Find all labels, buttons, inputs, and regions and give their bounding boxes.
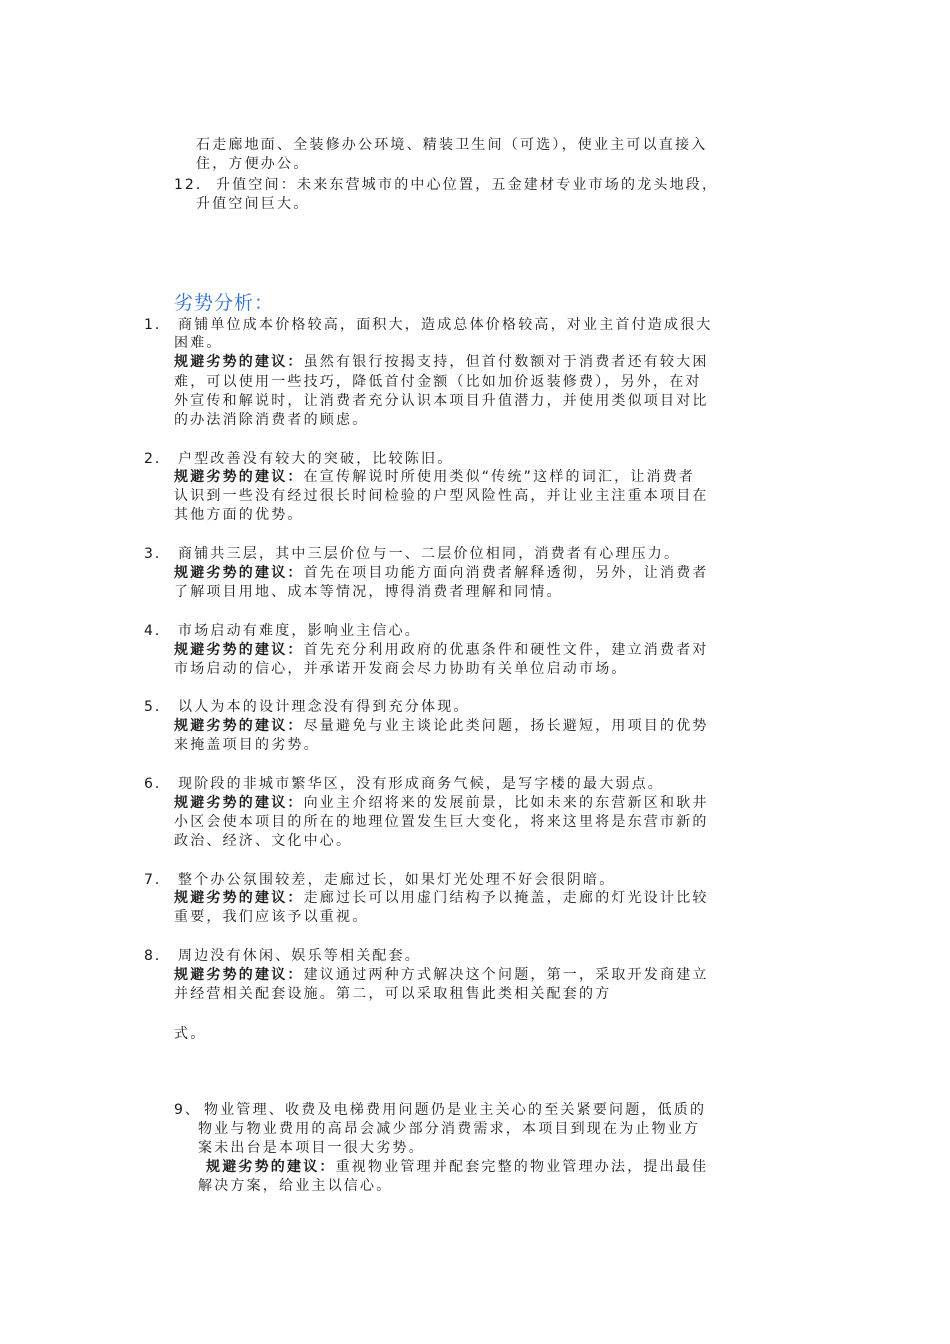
item-8-number: 8．	[144, 948, 171, 964]
item-12-line-2: 升值空间巨大。	[196, 196, 310, 212]
intro-line-1: 石走廊地面、全装修办公环境、精装卫生间（可选），使业主可以直接入	[196, 137, 708, 153]
item-8-advice-line-1	[174, 966, 709, 984]
item-5-advice-line-2: 来掩盖项目的劣势。	[174, 737, 320, 753]
disadvantage-heading: 劣势分析：	[174, 292, 275, 314]
item-7-number: 7．	[144, 872, 171, 888]
item-6-advice-text: 向业主介绍将来的发展前景，比如未来的东营新区和耿井	[303, 795, 709, 811]
item-1-advice-line-2: 难，可以使用一些技巧，降低首付金额（比如加价返装修费），另外，在对	[174, 374, 702, 390]
item-9-problem-line-1: 物业管理、收费及电梯费用问题仍是业主关心的至关紧要问题，低质的	[204, 1102, 707, 1118]
item-9-number: 9、	[174, 1102, 201, 1118]
item-3-advice-line-2: 了解项目用地、成本等情况，博得消费者理解和同情。	[174, 584, 563, 600]
advice-label: 规避劣势的建议：	[174, 354, 304, 370]
item-6-number: 6．	[144, 776, 171, 792]
item-1-problem-line-1: 商铺单位成本价格较高，面积大，造成总体价格较高，对业主首付造成很大	[178, 317, 713, 333]
item-1-advice-text: 虽然有银行按揭支持，但首付数额对于消费者还有较大困	[303, 354, 709, 370]
item-9-advice-line-2: 解决方案，给业主以信心。	[198, 1178, 393, 1194]
advice-label: 规避劣势的建议：	[174, 890, 304, 906]
item-6-advice-line-1	[174, 794, 709, 812]
item-5-advice-text: 尽量避免与业主谈论此类问题，扬长避短，用项目的优势	[303, 718, 709, 734]
item-9-advice-line-1	[206, 1158, 708, 1176]
item-6-advice-line-2: 小区会使本项目的所在的地理位置发生巨大变化，将来这里将是东营市新的	[174, 814, 709, 830]
item-6-problem-line-1: 现阶段的非城市繁华区，没有形成商务气候，是写字楼的最大弱点。	[178, 776, 664, 792]
item-3-advice-line-1	[174, 564, 709, 582]
item-4-advice-line-1	[174, 641, 709, 659]
item-9-advice-text: 重视物业管理并配套完整的物业管理办法，提出最佳	[335, 1159, 709, 1175]
item-5-problem-line-1: 以人为本的设计理念没有得到充分体现。	[178, 699, 470, 715]
item-4-problem-line-1: 市场启动有难度，影响业主信心。	[178, 623, 421, 639]
item-1-problem-line-2: 困难。	[174, 335, 223, 351]
item-1-advice-line-3: 外宣传和解说时，让消费者充分认识本项目升值潜力，并使用类似项目对比	[174, 393, 709, 409]
item-7-advice-line-1	[174, 889, 709, 907]
advice-label: 规避劣势的建议：	[174, 718, 304, 734]
item-2-number: 2．	[144, 451, 171, 467]
item-7-advice-line-2: 重要，我们应该予以重视。	[174, 909, 369, 925]
item-2-advice-line-2: 认识到一些没有经过很长时间检验的户型风险性高，并让业主注重本项目在	[174, 488, 709, 504]
item-1-advice-line-4: 的办法消除消费者的顾虑。	[174, 412, 369, 428]
item-2-problem-line-1: 户型改善没有较大的突破，比较陈旧。	[178, 451, 454, 467]
item-5-advice-line-1	[174, 717, 709, 735]
advice-label: 规避劣势的建议：	[174, 469, 304, 485]
advice-label: 规避劣势的建议：	[174, 967, 304, 983]
item-9-problem-line-2: 物业与物业费用的高昂会减少部分消费需求，本项目到现在为止物业方	[198, 1121, 701, 1137]
item-8-advice-text: 建议通过两种方式解决这个问题，第一，采取开发商建立	[303, 967, 709, 983]
item-7-advice-text: 走廊过长可以用虚门结构予以掩盖，走廊的灯光设计比较	[303, 890, 709, 906]
advice-label: 规避劣势的建议：	[174, 565, 304, 581]
item-12-line-1: 升值空间：未来东营城市的中心位置，五金建材专业市场的龙头地段，	[216, 177, 719, 193]
item-2-advice-line-1	[174, 468, 695, 486]
advice-label: 规避劣势的建议：	[206, 1159, 336, 1175]
item-2-advice-line-3: 其他方面的优势。	[174, 507, 304, 523]
item-6-advice-line-3: 政治、经济、文化中心。	[174, 833, 353, 849]
item-2-advice-text: 在宣传解说时所使用类似“传统”这样的词汇，让消费者	[303, 469, 696, 485]
item-7-problem-line-1: 整个办公氛围较差，走廊过长，如果灯光处理不好会很阴暗。	[178, 872, 616, 888]
item-5-number: 5．	[144, 699, 171, 715]
item-4-advice-line-2: 市场启动的信心，并承诺开发商会尽力协助有关单位启动市场。	[174, 661, 628, 677]
item-1-number: 1．	[144, 317, 171, 333]
item-3-problem-line-1: 商铺共三层，其中三层价位与一、二层价位相同，消费者有心理压力。	[178, 546, 681, 562]
advice-label: 规避劣势的建议：	[174, 642, 304, 658]
item-3-advice-text: 首先在项目功能方面向消费者解释透彻，另外，让消费者	[303, 565, 709, 581]
item-1-advice-line-1	[174, 353, 709, 371]
advice-label: 规避劣势的建议：	[174, 795, 304, 811]
item-4-advice-text: 首先充分利用政府的优惠条件和硬性文件，建立消费者对	[303, 642, 709, 658]
intro-line-2: 住，方便办公。	[196, 156, 310, 172]
item-3-number: 3．	[144, 546, 171, 562]
item-8-problem-line-1: 周边没有休闲、娱乐等相关配套。	[178, 948, 421, 964]
item-9-problem-line-3: 案未出台是本项目一很大劣势。	[198, 1140, 425, 1156]
item-4-number: 4．	[144, 623, 171, 639]
item-8-advice-line-2: 并经营相关配套设施。第二，可以采取租售此类相关配套的方	[174, 986, 612, 1002]
item-12-number: 12．	[174, 177, 212, 193]
item-8-advice-tail: 式。	[174, 1026, 207, 1042]
